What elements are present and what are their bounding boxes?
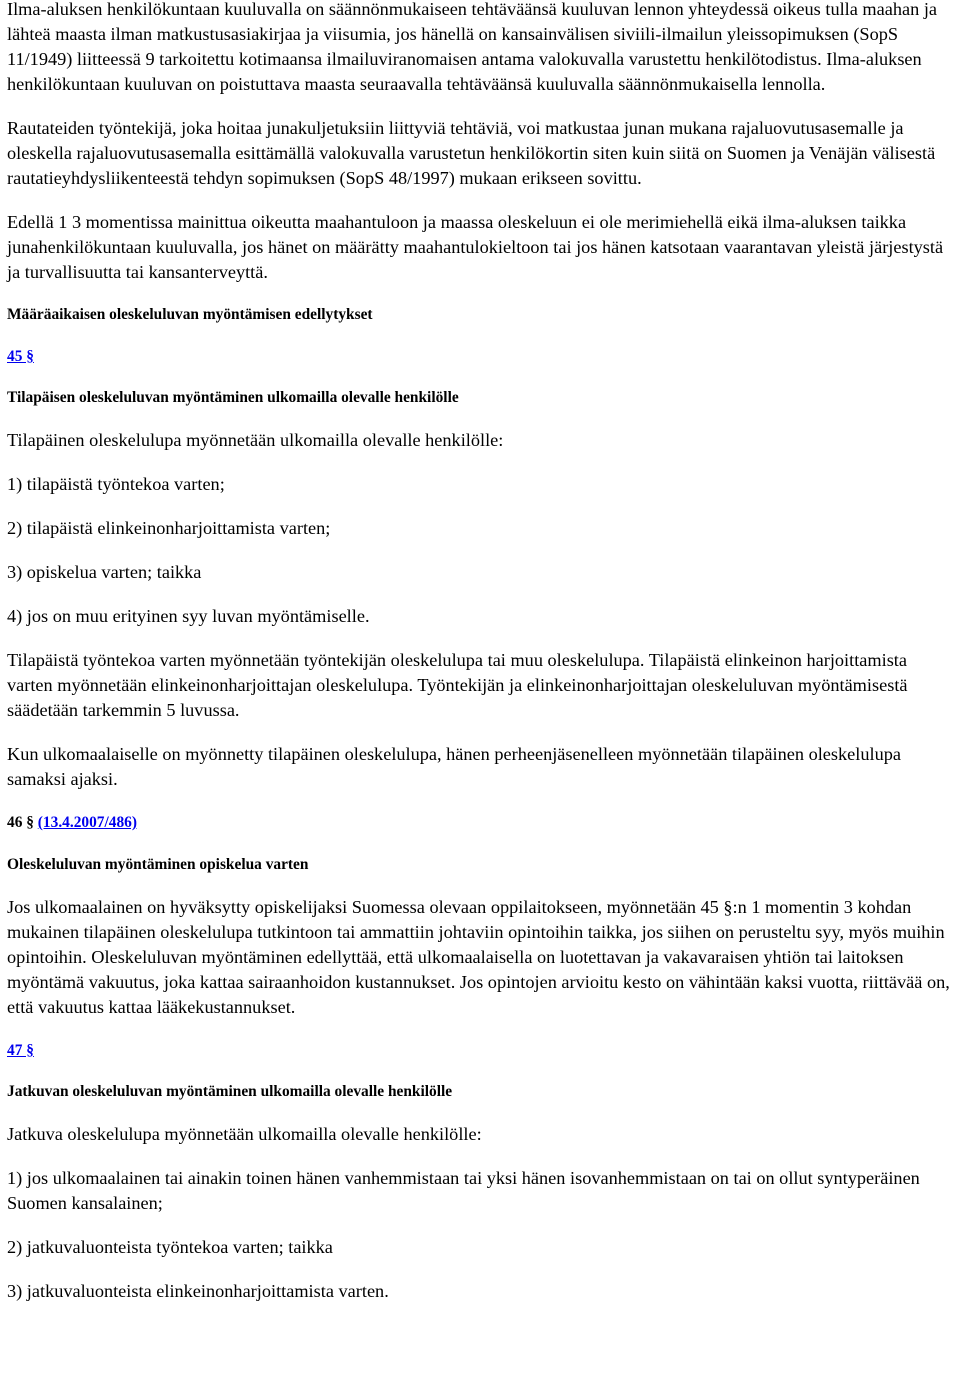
section-45-paragraph-1: Tilapäistä työntekoa varten myönnetään työntekijän oleskelulupa tai muu oleskelulupa. Tilapäistä elinkeinon harjoittamista varten myönnetään elinkeinonharjoittajan oleskelulupa. Työntekijän ja elinkeinonharjoittajan oleskeluluvan myöntämisestä säädetään tarkemmin 5 luvussa. — [7, 650, 908, 720]
section-46-paragraph-1: Jos ulkomaalainen on hyväksytty opiskelijaksi Suomessa olevaan oppilaitokseen, myönnetään 45 §:n 1 momentin 3 kohdan mukainen tilapäinen oleskelulupa tutkintoon tai ammattiin johtaviin opintoihin taikka, jos siihen on perusteltu syy, myös muihin opintoihin. Oleskeluluvan myöntäminen edellyttää, että ulkomaalaisella on luotettavan ja vakavaraisen yhtiön tai laitoksen myöntämä vakuutus, joka kattaa sairaanhoidon kustannukset. Jos opintojen arvioitu kesto on vähintään kaksi vuotta, riittävää on, että vakuutus kattaa lääkekustannukset. — [7, 897, 950, 1017]
section-45-item-1: 1) tilapäistä työntekoa varten; — [7, 474, 225, 494]
section-47-link[interactable]: 47 § — [7, 1042, 34, 1059]
section-47-item-2: 2) jatkuvaluonteista työntekoa varten; taikka — [7, 1237, 333, 1257]
paragraph-restrictions: Edellä 1 3 momentissa mainittua oikeutta maahantuloon ja maassa oleskeluun ei ole merimiehellä eikä ilma-aluksen taikka junahenkilökuntaan kuuluvalla, jos hänet on määrätty maahantulokieltoon tai jos hänen katsotaan vaarantavan yleistä järjestystä ja turvallisuutta tai kansanterveyttä. — [7, 212, 944, 282]
section-45-intro: Tilapäinen oleskelulupa myönnetään ulkomailla olevalle henkilölle: — [7, 430, 504, 450]
section-45-number-line — [7, 347, 954, 367]
chapter-heading: Määräaikaisen oleskeluluvan myöntämisen edellytykset — [7, 306, 373, 323]
section-46-number-line — [7, 813, 954, 833]
section-45-link[interactable]: 45 § — [7, 348, 34, 365]
section-45-paragraph-2: Kun ulkomaalaiselle on myönnetty tilapäinen oleskelulupa, hänen perheenjäsenelleen myönnetään tilapäinen oleskelulupa samaksi ajaksi. — [7, 744, 901, 789]
paragraph-aircrew: Ilma-aluksen henkilökuntaan kuuluvalla on säännönmukaiseen tehtäväänsä kuuluvan lennon yhteydessä oikeus tulla maahan ja lähteä maasta ilman matkustusasiakirjaa ja viisumia, jos hänellä on kansainvälisen siviili-ilmailun yleissopimuksen (SopS 11/1949) liitteessä 9 tarkoitettu kotimaansa ilmailuviranomaisen antama valokuvalla varustettu henkilötodistus. Ilma-aluksen henkilökuntaan kuuluvan on poistuttava maasta seuraavalla tehtäväänsä kuuluvalla säännönmukaisella lennolla. — [7, 0, 938, 94]
section-45-item-4: 4) jos on muu erityinen syy luvan myöntämiselle. — [7, 606, 370, 626]
section-45-item-2: 2) tilapäistä elinkeinonharjoittamista varten; — [7, 518, 331, 538]
section-46-title: Oleskeluluvan myöntäminen opiskelua varten — [7, 856, 309, 873]
section-45-title: Tilapäisen oleskeluluvan myöntäminen ulkomailla olevalle henkilölle — [7, 389, 459, 406]
section-47-intro: Jatkuva oleskelulupa myönnetään ulkomailla olevalle henkilölle: — [7, 1124, 482, 1144]
section-47-number-line — [7, 1041, 954, 1061]
section-45-item-3: 3) opiskelua varten; taikka — [7, 562, 202, 582]
section-46-number: 46 § — [7, 814, 34, 831]
section-47-title: Jatkuvan oleskeluluvan myöntäminen ulkomailla olevalle henkilölle — [7, 1083, 453, 1100]
section-46-amendment-link[interactable]: (13.4.2007/486) — [37, 814, 137, 831]
paragraph-railway: Rautateiden työntekijä, joka hoitaa junakuljetuksiin liittyviä tehtäviä, voi matkustaa junan mukana rajaluovutusasemalle ja oleskella rajaluovutusasemalla esittämällä valokuvalla varustetun henkilökortin siten kuin siitä on Suomen ja Venäjän välisestä rautatieyhdysliikenteestä tehdyn sopimuksen (SopS 48/1997) mukaan erikseen sovittu. — [7, 118, 936, 188]
section-47-item-1: 1) jos ulkomaalainen tai ainakin toinen hänen vanhemmistaan tai yksi hänen isovanhemmistaan on tai on ollut syntyperäinen Suomen kansalainen; — [7, 1168, 920, 1213]
section-47-item-3: 3) jatkuvaluonteista elinkeinonharjoittamista varten. — [7, 1281, 389, 1301]
